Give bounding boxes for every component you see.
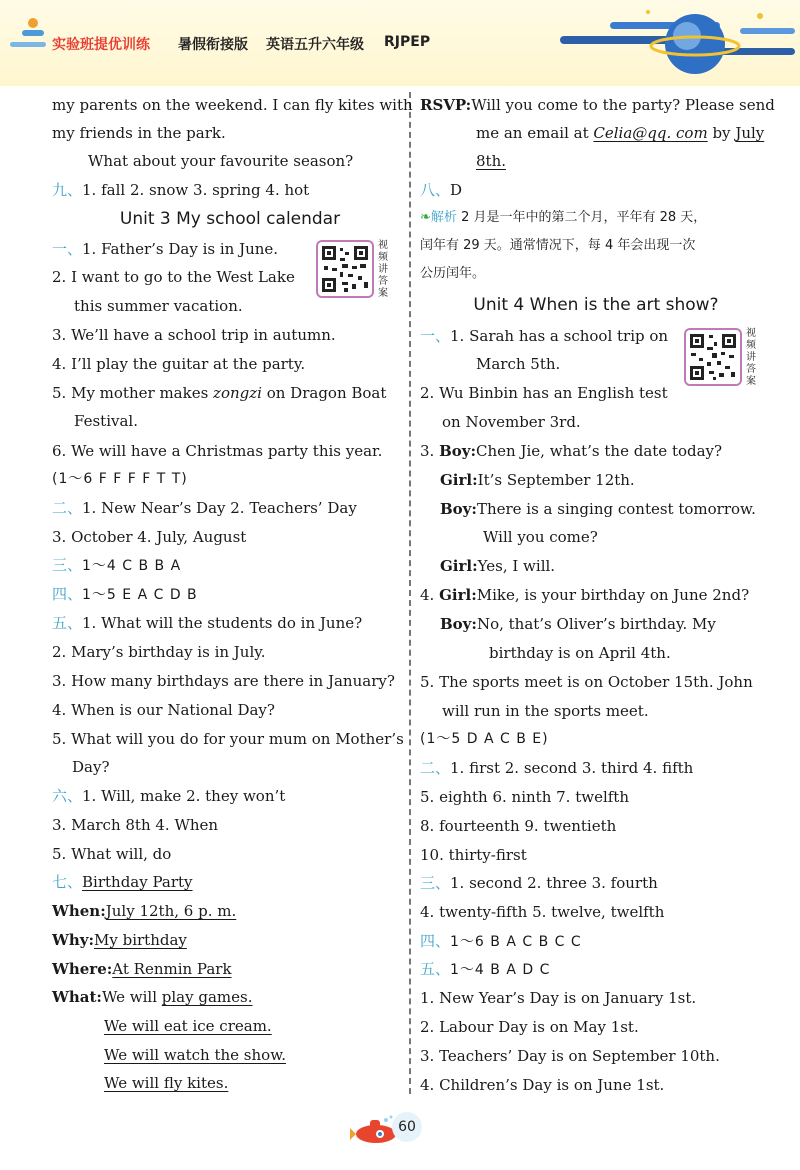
answer-key: (1～5 D A C B E) [420,731,549,747]
text-line: 1. New Year’s Day is on January 1st. [420,989,697,1007]
section-number: 八、 [420,181,451,199]
field-label: What: [52,988,102,1006]
section-number: 五、 [52,614,83,632]
field-value: My birthday [94,931,187,949]
section-four [420,930,582,953]
section-two [420,757,693,779]
section-five [420,958,550,981]
section-one [420,325,668,347]
qr-code-icon[interactable] [684,328,742,386]
section-three [420,872,658,894]
field-value: We will eat ice cream. [104,1017,272,1035]
qr-caption: 视频讲答案 [378,240,388,299]
text-line: 3. Teachers’ Day is on September 10th. [420,1047,720,1065]
field-value: At Renmin Park [112,960,232,978]
speaker-label: Boy: [440,500,477,518]
text-line: 3. March 8th 4. When [52,816,219,834]
text-line: 2. Wu Binbin has an English test [420,384,668,402]
text-line: 3. October 4. July, August [52,528,247,546]
answer-text: D [450,181,463,199]
text-span: Will you come to the party? Please send [471,96,775,114]
text-span: by [707,124,736,142]
date-value: July [735,124,765,142]
field-label: RSVP: [420,96,472,114]
text-line: 5. eighth 6. ninth 7. twelfth [420,788,629,806]
dialogue-line [420,584,749,606]
field-label: Where: [52,960,113,978]
dialogue-line [420,440,722,462]
analysis-label: 解析 [430,210,457,225]
section-three [52,554,181,577]
text-line [52,382,386,404]
answer-text: 1. Will, make 2. they won’t [82,787,286,805]
section-seven [52,871,193,893]
text-line: 2. Mary’s birthday is in July. [52,643,266,661]
section-number: 三、 [420,874,451,892]
text-line: 5. The sports meet is on October 15th. John [420,673,753,691]
text-span: Chen Jie, what’s the date today? [476,442,723,460]
text-line [476,122,764,144]
text-line: my parents on the weekend. I can fly kites with [52,96,413,114]
logo-stripe-icon [22,30,44,36]
speaker-label: Boy: [439,442,477,460]
section-two [52,497,357,519]
analysis-line [420,207,706,229]
edition-tag: RJPEP [384,34,431,50]
answer-key: (1～6 F F F F T T) [52,471,188,487]
text-span: 3. [420,442,440,460]
section-number: 四、 [52,585,83,603]
logo-dot-icon [28,18,38,28]
where-row [52,958,232,980]
text-line: What about your favourite season? [88,152,354,170]
answer-text: 1～4 B A D C [450,962,551,978]
text-line: 6. We will have a Christmas party this year. [52,442,383,460]
text-line: 4. Children’s Day is on June 1st. [420,1076,665,1094]
dialogue-line [440,469,635,491]
text-span: on Dragon Boat [261,384,387,402]
subject-label: 英语五升六年级 [266,37,364,53]
rsvp-row [420,94,775,116]
qr-code-icon[interactable] [316,240,374,298]
section-number: 二、 [52,499,83,517]
field-label: Why: [52,931,95,949]
text-line: this summer vacation. [74,297,243,315]
field-value: July 12th, 6 p. m. [105,902,237,920]
invitation-title: Birthday Party [82,873,193,891]
speaker-label: Girl: [440,471,478,489]
section-number: 九、 [52,181,83,199]
field-label: When: [52,902,106,920]
planet-decoration-icon [550,0,800,86]
answer-text: 1～5 E A C D B [82,587,198,603]
section-five [52,612,362,634]
dialogue-line [440,498,756,520]
text-span: Mike, is your birthday on June 2nd? [476,586,750,604]
answer-text: 1. Father’s Day is in June. [82,240,279,258]
column-divider [409,92,411,1094]
text-line: 4. twenty-fifth 5. twelve, twelfth [420,903,665,921]
unit-4-heading: Unit 4 When is the art show? [473,295,719,315]
speaker-label: Boy: [440,615,477,633]
text-line: 8. fourteenth 9. twentieth [420,817,617,835]
text-span: me an email at [476,124,594,142]
text-line: 2. Labour Day is on May 1st. [420,1018,639,1036]
text-line: 3. We’ll have a school trip in autumn. [52,326,336,344]
section-one [52,238,278,260]
text-line: 4. When is our National Day? [52,701,275,719]
section-number: 三、 [52,556,83,574]
text-span: We will [101,988,162,1006]
section-number: 四、 [420,932,451,950]
dialogue-line: birthday is on April 4th. [489,644,671,662]
italic-word: zongzi [213,384,262,402]
edition-label: 暑假衔接版 [178,37,248,53]
answer-text: 1. What will the students do in June? [82,614,363,632]
section-number: 一、 [52,240,83,258]
section-four [52,583,198,606]
speaker-label: Girl: [439,586,477,604]
section-nine [52,179,309,201]
text-line: March 5th. [476,355,561,373]
answer-text: 1～6 B A C B C C [450,934,582,950]
text-line: 10. thirty-first [420,846,527,864]
answer-text: 1. Sarah has a school trip on [450,327,669,345]
section-number: 五、 [420,960,451,978]
field-value: We will watch the show. [104,1046,287,1064]
text-line: Day? [72,758,110,776]
answer-text: 1～4 C B B A [82,558,182,574]
text-line: 2. I want to go to the West Lake [52,268,295,286]
date-value: 8th. [476,152,506,170]
text-line: 3. How many birthdays are there in January? [52,672,395,690]
text-span: 2 月是一年中的第二个月，平年有 28 天， [461,210,707,225]
answer-text: 1. first 2. second 3. third 4. fifth [450,759,694,777]
email-value: Celia@qq. com [593,124,708,142]
section-number: 二、 [420,759,451,777]
why-row [52,929,187,951]
field-value: We will fly kites. [104,1074,229,1092]
text-span: No, that’s Oliver’s birthday. My [476,615,716,633]
text-line: 5. What will you do for your mum on Mother’s [52,730,404,748]
page-number: 60 [392,1112,422,1142]
section-number: 七、 [52,873,83,891]
speaker-label: Girl: [440,557,478,575]
dialogue-line [440,555,555,577]
dialogue-line [440,613,716,635]
text-line: 5. What will, do [52,845,172,863]
qr-caption: 视频讲答案 [746,328,756,387]
text-span: 4. [420,586,440,604]
text-line: Festival. [74,412,138,430]
text-line: on November 3rd. [442,413,581,431]
section-number: 一、 [420,327,451,345]
answer-text: 1. New Near’s Day 2. Teachers’ Day [82,499,357,517]
when-row [52,900,236,922]
text-span: 5. My mother makes [52,384,214,402]
dialogue-line: Will you come? [483,528,598,546]
text-span: There is a singing contest tomorrow. [476,500,756,518]
analysis-line: 公历闰年。 [420,266,486,281]
text-line: 4. I’ll play the guitar at the party. [52,355,306,373]
field-value: play games. [161,988,253,1006]
section-six [52,785,285,807]
what-row [52,986,252,1008]
leaf-icon: ❧ [420,210,431,225]
section-eight [420,179,462,201]
analysis-line: 闰年有 29 天。通常情况下，每 4 年会出现一次 [420,238,696,253]
section-number: 六、 [52,787,83,805]
unit-3-heading: Unit 3 My school calendar [119,209,341,229]
page-footer [0,1108,800,1148]
answer-text: 1. fall 2. snow 3. spring 4. hot [82,181,310,199]
text-line: my friends in the park. [52,124,226,142]
text-span: It’s September 12th. [477,471,635,489]
answer-text: 1. second 2. three 3. fourth [450,874,658,892]
header-banner [0,0,800,86]
series-title: 实验班提优训练 [52,37,150,53]
text-span: Yes, I will. [477,557,556,575]
logo-stripe-icon [10,42,46,47]
text-line: will run in the sports meet. [442,702,649,720]
